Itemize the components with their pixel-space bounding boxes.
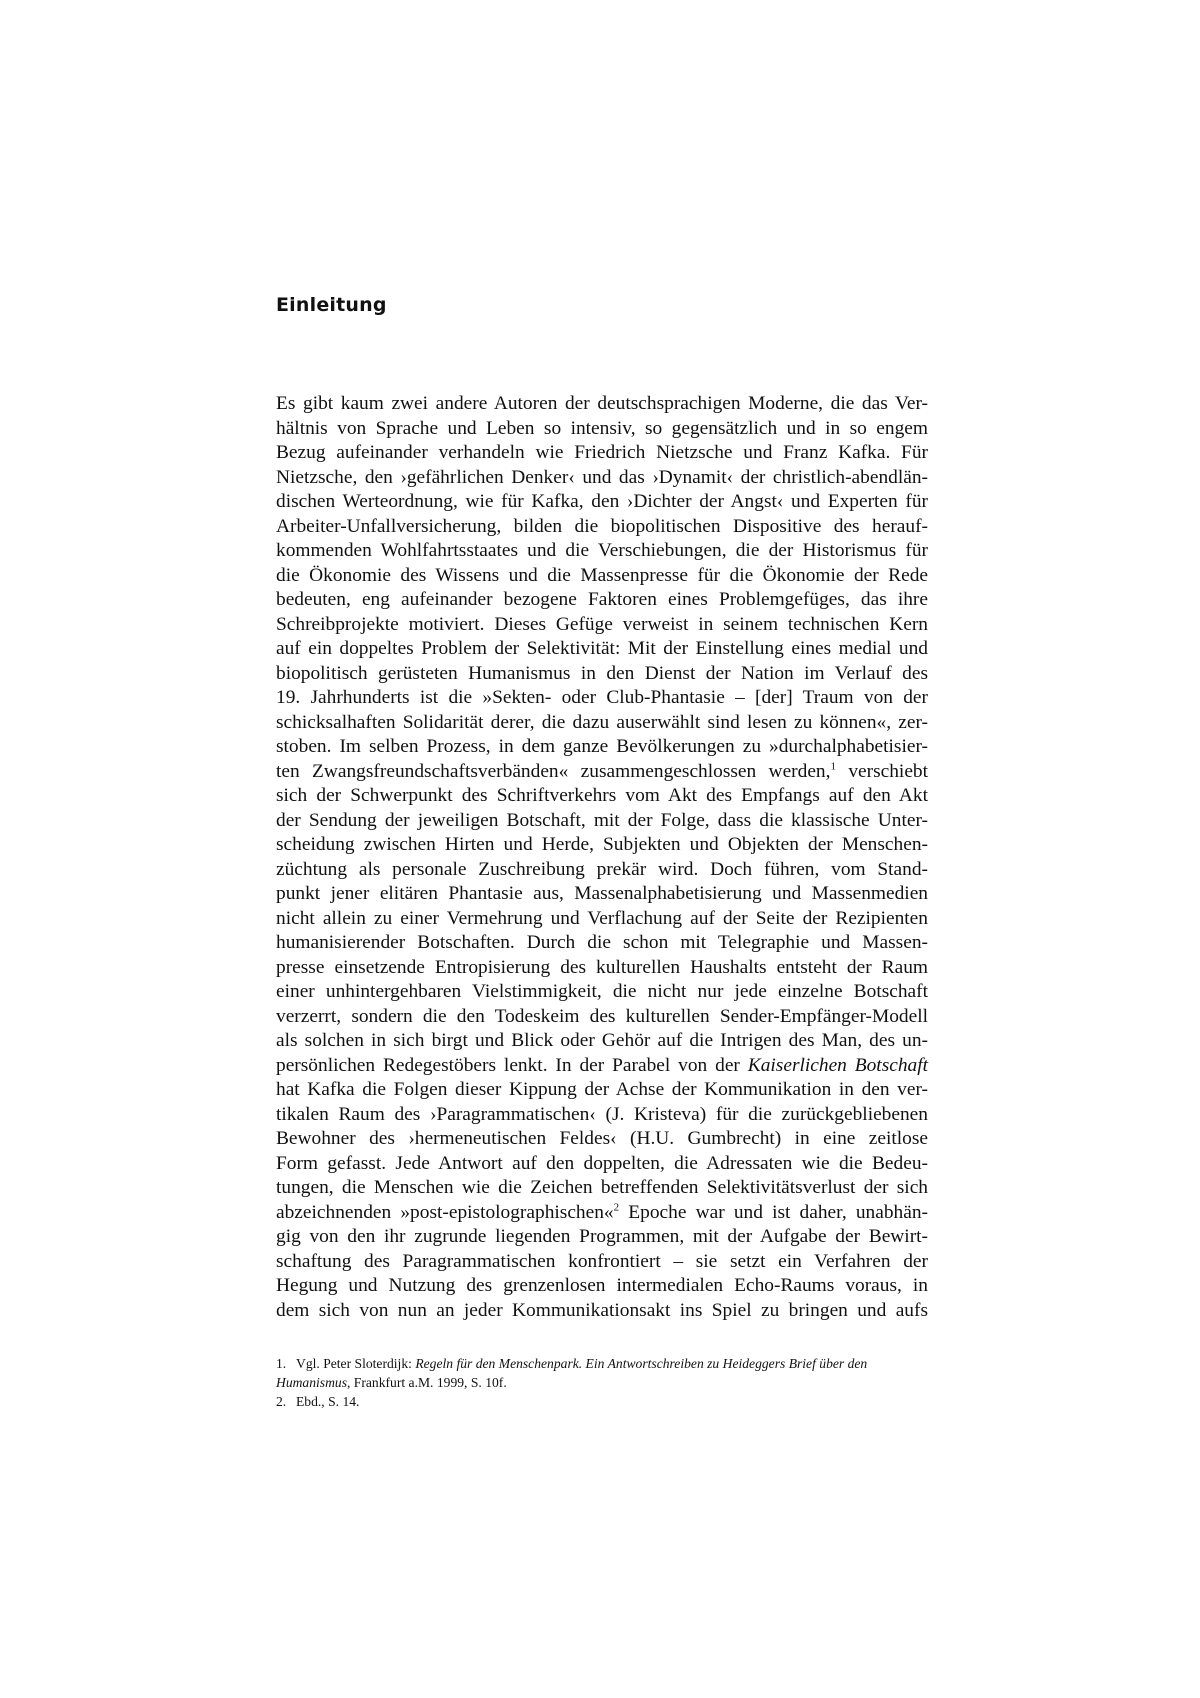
footnotes xyxy=(276,1354,928,1411)
text-line xyxy=(276,1201,928,1226)
text-line: dischen Werteordnung, wie für Kafka, den ›Dichter der Angst‹ und Experten für xyxy=(276,491,928,512)
footnote-number: 1. xyxy=(276,1356,287,1371)
footnote-number: 2. xyxy=(276,1394,287,1409)
text-line: Es gibt kaum zwei andere Autoren der deutschsprachigen Moderne, die das Ver- xyxy=(276,393,928,414)
footnote-title: Regeln für den Menschenpark. Ein Antwortschreiben zu Heideggers Brief über den xyxy=(415,1356,868,1371)
line-text: abzeichnenden »post-epistolographischen« xyxy=(276,1201,614,1223)
text-line: verzerrt, sondern die den Todeskeim des kulturellen Sender-Empfänger-Modell xyxy=(276,1005,928,1027)
footnote-title: Humanismus xyxy=(276,1375,347,1390)
text-line: Nietzsche, den ›gefährlichen Denker‹ und das ›Dynamit‹ der christlich-abendlän- xyxy=(276,466,928,488)
text-line: Bezug aufeinander verhandeln wie Friedrich Nietzsche und Franz Kafka. Für xyxy=(276,442,928,463)
line-text: verschiebt xyxy=(835,760,929,782)
text-line: tikalen Raum des ›Paragrammatischen‹ (J. Kristeva) für die zurückgebliebenen xyxy=(276,1103,928,1125)
body-paragraph xyxy=(276,392,928,1323)
footnote-continuation xyxy=(276,1373,928,1392)
text-line xyxy=(276,1054,928,1079)
text-line: presse einsetzende Entropisierung des kulturellen Haushalts entsteht der Raum xyxy=(276,956,928,978)
text-line: bedeuten, eng aufeinander bezogene Faktoren eines Problemgefüges, das ihre xyxy=(276,589,928,610)
text-line: sich der Schwerpunkt des Schriftverkehrs vom Akt des Empfangs auf den Akt xyxy=(276,785,928,806)
text-line: biopolitisch gerüsteten Humanismus in den Dienst der Nation im Verlauf des xyxy=(276,662,928,684)
line-text: Epoche war und ist daher, unabhän- xyxy=(619,1201,928,1223)
text-line: auf ein doppeltes Problem der Selektivität: Mit der Einstellung eines medial und xyxy=(276,638,928,659)
text-line: Bewohner des ›hermeneutischen Feldes‹ (H.U. Gumbrecht) in eine zeitlose xyxy=(276,1128,928,1149)
footnote-ref-1[interactable]: 1 xyxy=(830,760,836,773)
footnote-ref-2[interactable]: 2 xyxy=(613,1201,620,1214)
text-line: hältnis von Sprache und Leben so intensiv, so gegensätzlich und in so engem xyxy=(276,417,928,439)
text-line: gig von den ihr zugrunde liegenden Programmen, mit der Aufgabe der Bewirt- xyxy=(276,1226,928,1247)
text-line xyxy=(276,760,928,785)
text-line: Form gefasst. Jede Antwort auf den doppelten, die Adressaten wie die Bedeu- xyxy=(276,1152,928,1174)
text-line: die Ökonomie des Wissens und die Massenpresse für die Ökonomie der Rede xyxy=(276,564,928,586)
text-line: Hegung und Nutzung des grenzenlosen intermedialen Echo-Raums voraus, in xyxy=(276,1275,928,1296)
text-line: züchtung als personale Zuschreibung prekär wird. Doch führen, vom Stand- xyxy=(276,858,928,880)
footnote-text: , Frankfurt a.M. 1999, S. 10f. xyxy=(347,1375,507,1390)
text-line: als solchen in sich birgt und Blick oder Gehör auf die Intrigen des Man, des un- xyxy=(276,1030,928,1051)
text-line: Arbeiter-Unfallversicherung, bilden die biopolitischen Dispositive des herauf- xyxy=(276,515,928,537)
text-line: schicksalhaften Solidarität derer, die dazu auserwählt sind lesen zu können«, zer- xyxy=(276,711,928,733)
text-line: 19. Jahrhunderts ist die »Sekten- oder Club-Phantasie – [der] Traum von der xyxy=(276,687,928,708)
text-line: dem sich von nun an jeder Kommunikationsakt ins Spiel zu bringen und aufs xyxy=(276,1299,928,1321)
footnote-1 xyxy=(276,1354,928,1392)
text-line: scheidung zwischen Hirten und Herde, Subjekten und Objekten der Menschen- xyxy=(276,834,928,855)
line-text: persönlichen Redegestöbers lenkt. In der Parabel von der xyxy=(276,1054,748,1076)
text-line: stoben. Im selben Prozess, in dem ganze Bevölkerungen zu »durchalphabetisier- xyxy=(276,736,928,757)
text-line: tungen, die Menschen wie die Zeichen betreffenden Selektivitätsverlust der sich xyxy=(276,1177,928,1198)
line-text: ten Zwangsfreundschaftsverbänden« zusammengeschlossen werden, xyxy=(276,760,831,782)
text-line: schaftung des Paragrammatischen konfrontiert – sie setzt ein Verfahren der xyxy=(276,1250,928,1272)
text-line: nicht allein zu einer Vermehrung und Verflachung auf der Seite der Rezipienten xyxy=(276,907,928,929)
footnote-text: Vgl. Peter Sloterdijk: xyxy=(296,1356,416,1371)
footnote-text: Ebd., S. 14. xyxy=(296,1394,360,1409)
text-line: Schreibprojekte motiviert. Dieses Gefüge verweist in seinem technischen Kern xyxy=(276,613,928,635)
text-line: punkt jener elitären Phantasie aus, Massenalphabetisierung und Massenmedien xyxy=(276,883,928,904)
text-line: hat Kafka die Folgen dieser Kippung der Achse der Kommunikation in den ver- xyxy=(276,1079,928,1100)
text-line: kommenden Wohlfahrtsstaates und die Verschiebungen, die der Historismus für xyxy=(276,540,928,561)
section-heading: Einleitung xyxy=(276,294,387,316)
text-line: humanisierender Botschaften. Durch die schon mit Telegraphie und Massen- xyxy=(276,932,928,953)
text-line: einer unhintergehbaren Vielstimmigkeit, die nicht nur jede einzelne Botschaft xyxy=(276,981,928,1002)
footnote-2 xyxy=(276,1392,928,1411)
text-line: der Sendung der jeweiligen Botschaft, mit der Folge, dass die klassische Unter- xyxy=(276,809,928,831)
work-title: Kaiserlichen Botschaft xyxy=(747,1054,929,1076)
